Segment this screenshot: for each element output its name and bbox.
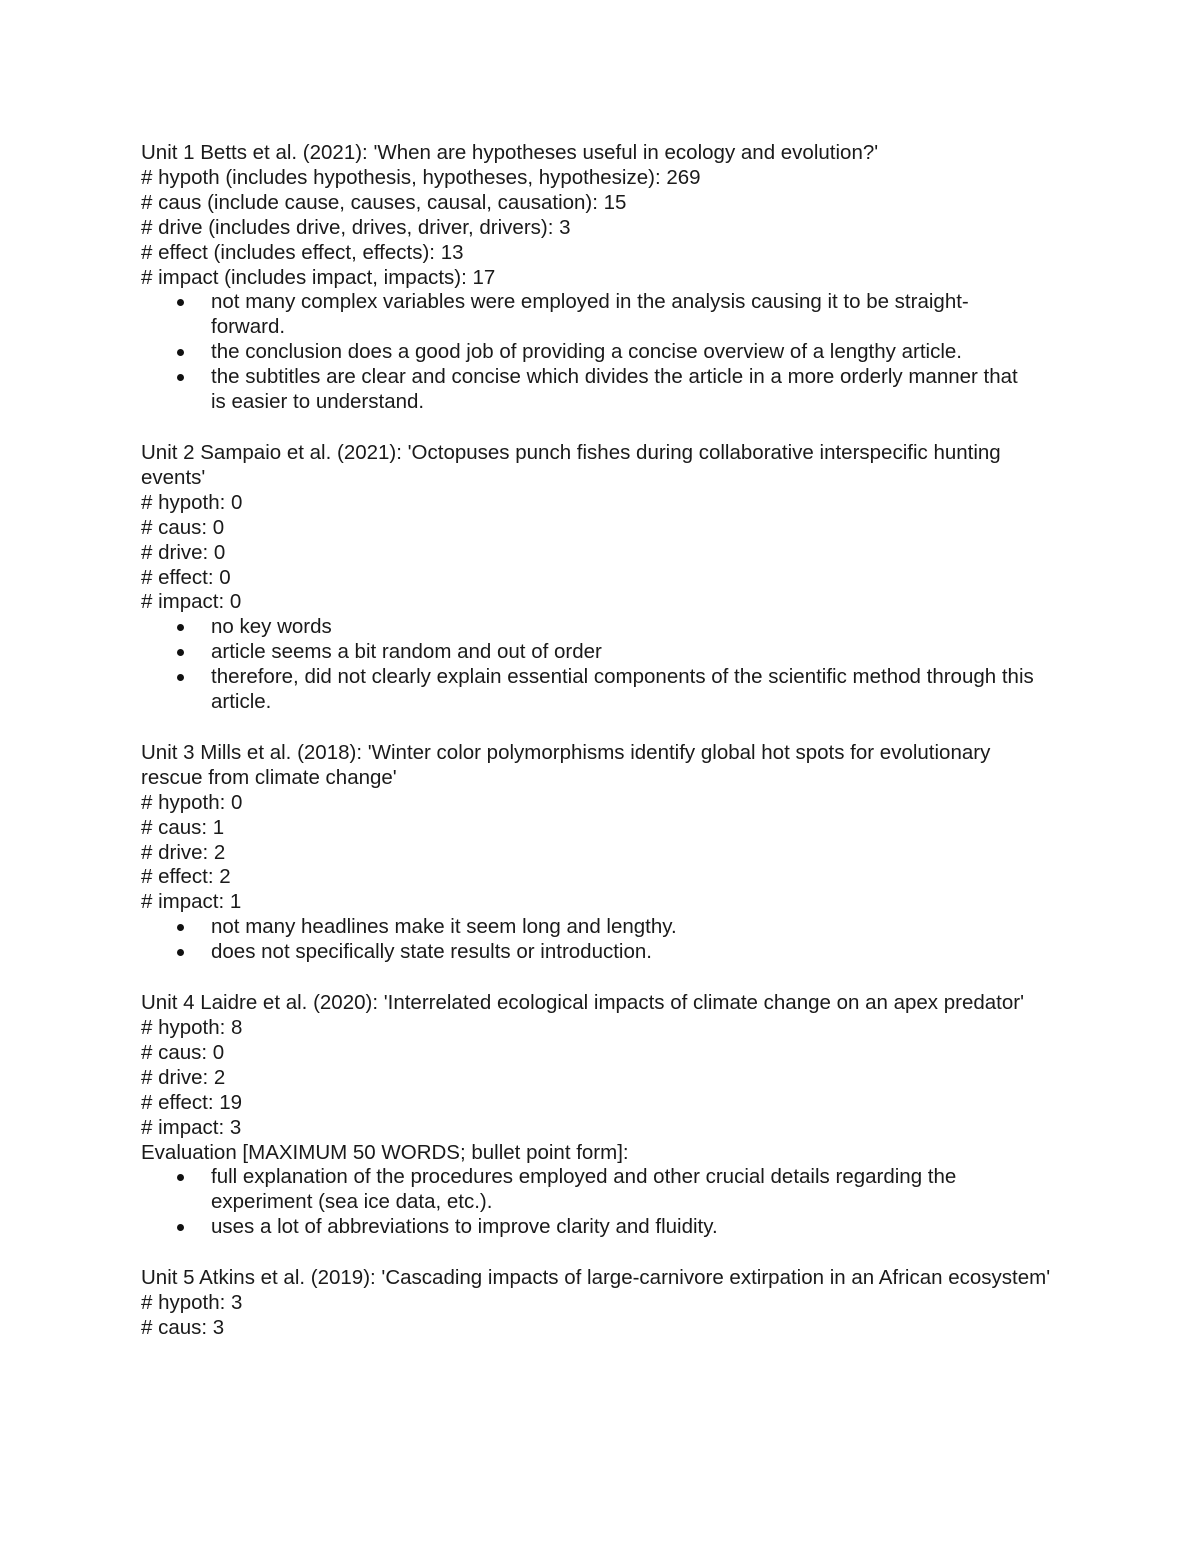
bullet-text: article seems a bit random and out of order [211,640,602,664]
bullet-dot-icon [177,649,184,656]
bullet-dot-icon [177,924,184,931]
bullet-item [211,940,1056,965]
bullet-item [211,290,1056,340]
bullet-dot-icon [177,949,184,956]
keyword-count: # drive: 2 [141,1065,226,1089]
unit-heading: Unit 4 Laidre et al. (2020): 'Interrelated ecological impacts of climate change on an apex predator' [141,991,1025,1015]
bullet-item [211,915,1056,940]
keyword-count: # effect (includes effect, effects): 13 [141,240,464,264]
unit-section [141,991,1056,1240]
keyword-count: # caus (include cause, causes, causal, causation): 15 [141,190,627,214]
bullet-text: therefore, did not clearly explain essential components of the scientific method through this article. [211,665,1034,714]
bullet-list [141,615,1056,715]
bullet-text: the subtitles are clear and concise which divides the article in a more orderly manner that is easier to understand. [211,365,1018,414]
keyword-count: # caus: 3 [141,1315,225,1339]
keyword-count: # hypoth (includes hypothesis, hypotheses, hypothesize): 269 [141,165,701,189]
unit-section [141,441,1056,715]
keyword-count: # caus: 0 [141,515,225,539]
keyword-count: # impact: 0 [141,590,242,614]
keyword-count: # drive (includes drive, drives, driver, drivers): 3 [141,215,571,239]
bullet-dot-icon [177,349,184,356]
bullet-dot-icon [177,624,184,631]
keyword-count: # impact: 3 [141,1115,242,1139]
bullet-item [211,340,1056,365]
bullet-dot-icon [177,374,184,381]
keyword-count: # impact: 1 [141,890,242,914]
bullet-item [211,1215,1056,1240]
unit-heading: Unit 3 Mills et al. (2018): 'Winter color polymorphisms identify global hot spots for evolutionary rescue from climate change' [141,740,991,789]
unit-heading: Unit 5 Atkins et al. (2019): 'Cascading impacts of large-carnivore extirpation in an African ecosystem' [141,1266,1051,1290]
unit-section [141,1266,1056,1341]
unit-section [141,141,1056,415]
keyword-count: # hypoth: 8 [141,1016,243,1039]
bullet-dot-icon [177,1174,184,1181]
unit-section [141,741,1056,965]
bullet-item [211,365,1056,415]
bullet-list [141,290,1056,415]
bullet-text: not many complex variables were employed in the analysis causing it to be straight-forward. [211,290,969,339]
bullet-text: uses a lot of abbreviations to improve clarity and fluidity. [211,1215,718,1239]
bullet-item [211,665,1056,715]
keyword-count: # hypoth: 3 [141,1291,243,1315]
bullet-list [141,1165,1056,1240]
document-page [141,141,1056,1367]
keyword-count: # effect: 0 [141,565,231,589]
keyword-count: # effect: 2 [141,865,231,889]
bullet-item [211,615,1056,640]
bullet-dot-icon [177,1224,184,1231]
bullet-list [141,915,1056,965]
bullet-dot-icon [177,674,184,681]
bullet-item [211,1165,1056,1215]
bullet-text: no key words [211,615,332,639]
bullet-text: the conclusion does a good job of providing a concise overview of a lengthy article. [211,340,962,364]
unit-heading: Unit 1 Betts et al. (2021): 'When are hypotheses useful in ecology and evolution?' [141,141,879,164]
bullet-text: not many headlines make it seem long and lengthy. [211,915,677,939]
bullet-item [211,640,1056,665]
keyword-count: # effect: 19 [141,1090,243,1114]
bullet-dot-icon [177,299,184,306]
unit-heading: Unit 2 Sampaio et al. (2021): 'Octopuses punch fishes during collaborative interspecific hunting events' [141,440,1001,489]
keyword-count: # drive: 0 [141,540,226,564]
keyword-count: # caus: 0 [141,1040,225,1064]
keyword-count: # drive: 2 [141,840,226,864]
keyword-count: # hypoth: 0 [141,790,243,814]
keyword-count: # impact (includes impact, impacts): 17 [141,265,496,289]
bullet-text: full explanation of the procedures employed and other crucial details regarding the experiment (sea ice data, etc.). [211,1165,957,1214]
evaluation-label: Evaluation [MAXIMUM 50 WORDS; bullet point form]: [141,1140,629,1164]
bullet-text: does not specifically state results or introduction. [211,940,652,964]
keyword-count: # hypoth: 0 [141,490,243,514]
keyword-count: # caus: 1 [141,815,225,839]
